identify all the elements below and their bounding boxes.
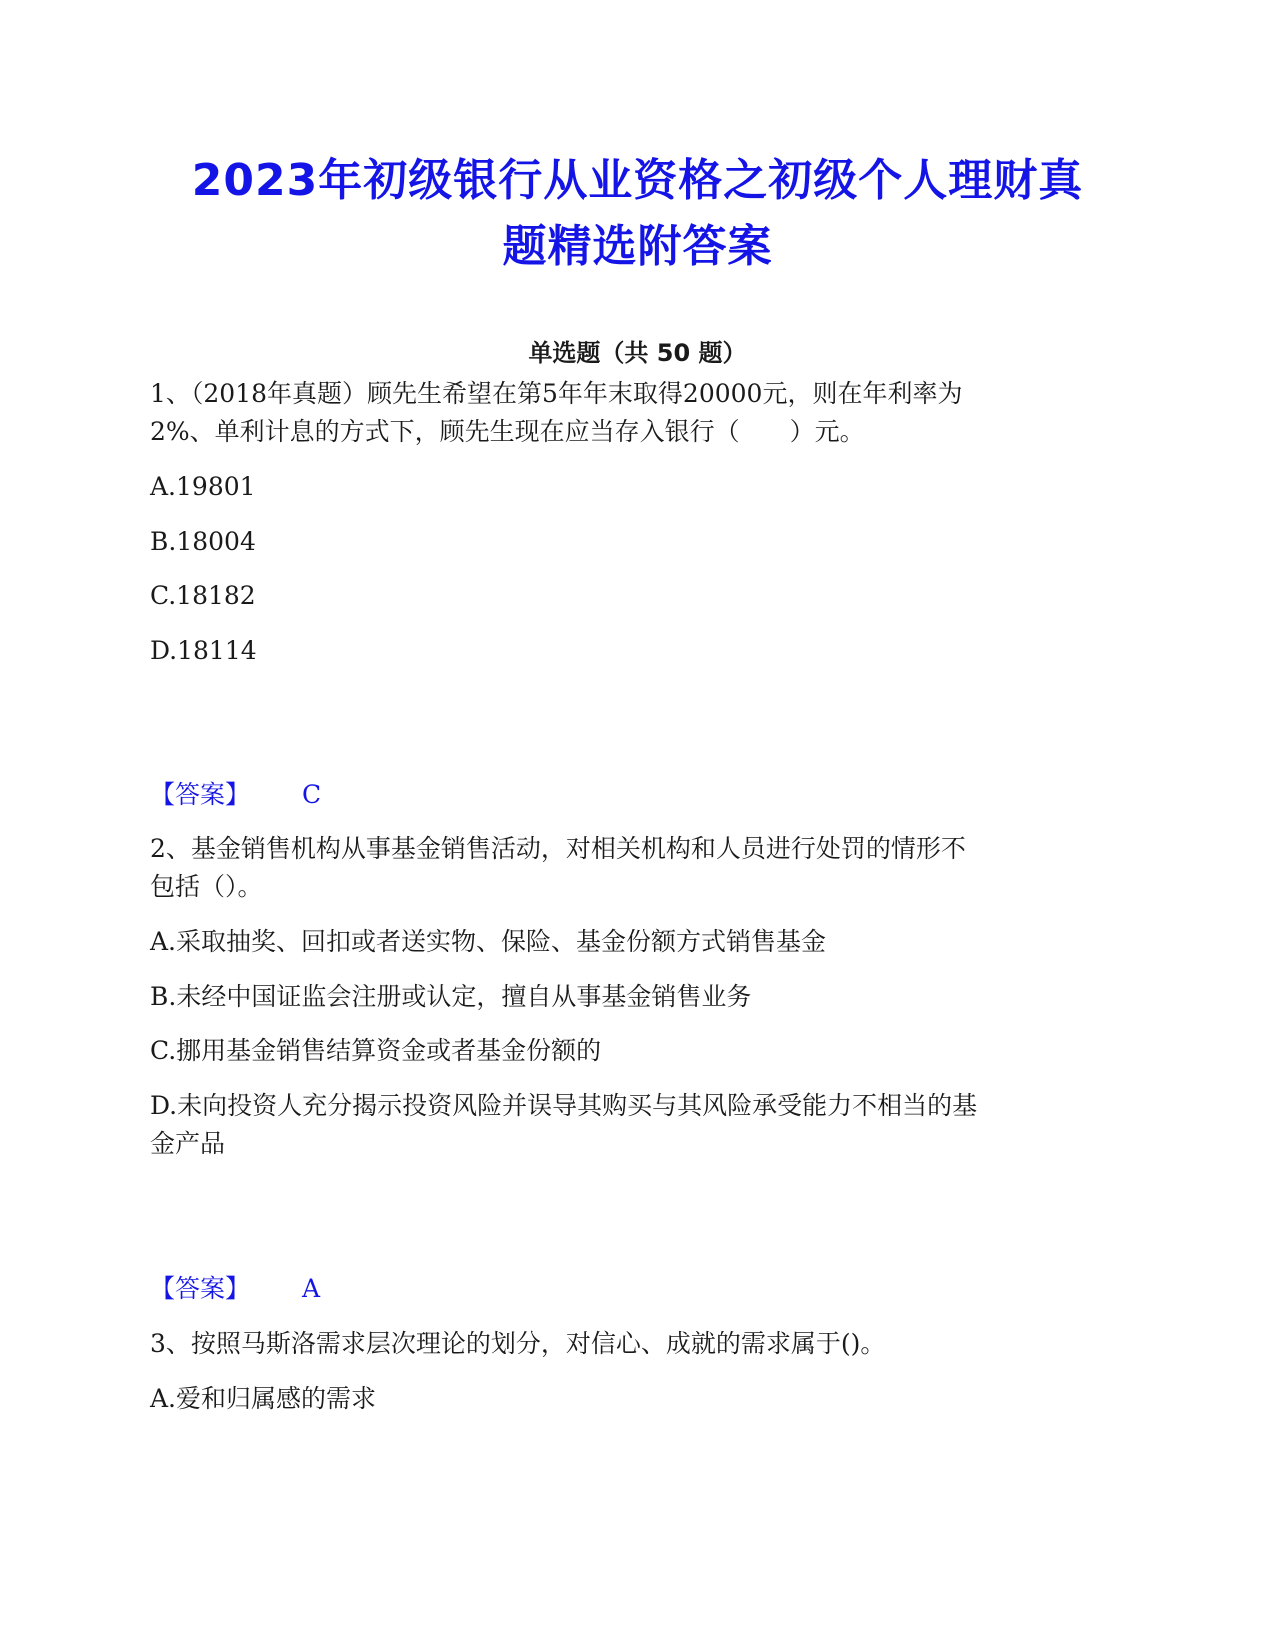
question-stem-line: 2%、单利计息的方式下，顾先生现在应当存入银行（ ）元。: [150, 417, 865, 446]
option-line: 金产品: [150, 1129, 226, 1158]
title-line-2: 题精选附答案: [502, 221, 773, 272]
question-stem-line: 1、（2018年真题）顾先生希望在第5年年末取得20000元，则在年利率为: [150, 379, 963, 408]
option-1b: B.18004: [150, 527, 256, 556]
option-line: D.未向投资人充分揭示投资风险并误导其购买与其风险承受能力不相当的基: [150, 1091, 978, 1120]
question-stem-line: 2、基金销售机构从事基金销售活动，对相关机构和人员进行处罚的情形不: [150, 834, 966, 863]
answer-tag: 【答案】: [150, 1274, 251, 1303]
question-1-stem: [150, 375, 1125, 451]
answer-value: C: [302, 780, 322, 809]
answer-1: [150, 776, 321, 814]
question-2-stem: [150, 830, 1125, 906]
option-1d: D.18114: [150, 636, 257, 665]
answer-value: A: [302, 1274, 321, 1303]
answer-tag: 【答案】: [150, 780, 251, 809]
option-2d: [150, 1087, 1125, 1163]
option-2b: B.未经中国证监会注册或认定，擅自从事基金销售业务: [150, 982, 752, 1011]
answer-2: [150, 1270, 320, 1308]
option-1c: C.18182: [150, 581, 256, 610]
option-2a: A.采取抽奖、回扣或者送实物、保险、基金份额方式销售基金: [150, 927, 827, 956]
section-heading: 单选题（共 50 题）: [528, 339, 747, 367]
title-line-1: 2023年初级银行从业资格之初级个人理财真: [191, 155, 1084, 206]
question-3-stem: 3、按照马斯洛需求层次理论的划分，对信心、成就的需求属于()。: [150, 1329, 886, 1358]
option-3a: A.爱和归属感的需求: [150, 1384, 377, 1413]
option-1a: A.19801: [150, 472, 256, 501]
document-title: [120, 148, 1155, 280]
option-2c: C.挪用基金销售结算资金或者基金份额的: [150, 1036, 602, 1065]
question-stem-line: 包括（）。: [150, 872, 263, 901]
